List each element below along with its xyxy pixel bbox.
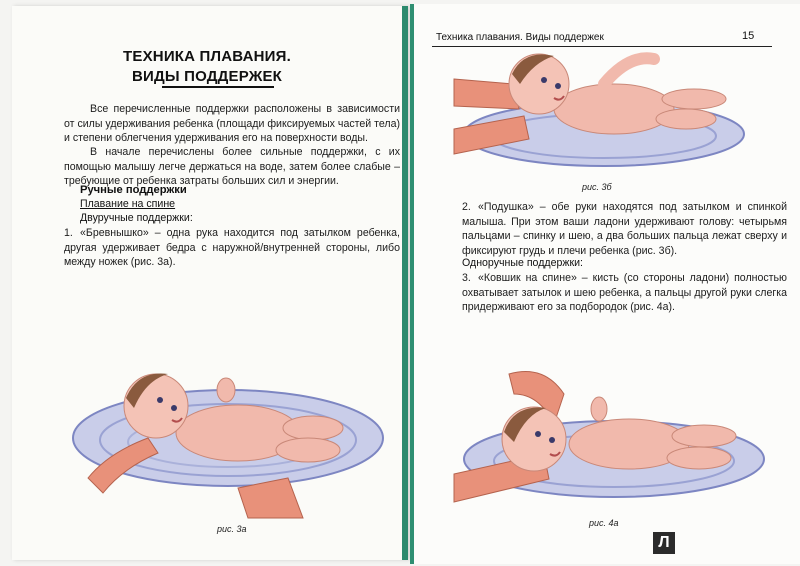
- page-title-line-1: ТЕХНИКА ПЛАВАНИЯ.: [123, 48, 291, 65]
- intro-paragraph-2: В начале перечислены более сильные поддержки, с их помощью малышу легче держаться на воде, затем более слабые – требующие от ребенка затраты больших сил и энергии.: [64, 146, 400, 188]
- illustration-fig-4a: [454, 364, 764, 514]
- heading-swimming-on-back: Плавание на спине: [80, 198, 176, 210]
- list-item-text: «Ковшик на спине» – кисть (со стороны ладони) полностью охватывает затылок и шею ребенка, а пальцы другой руки слегка придерживают его за подбородок (рис. 4а).: [462, 272, 787, 314]
- list-item-log: [64, 226, 400, 270]
- caption-fig-3b: рис. 3б: [582, 182, 612, 192]
- illustration-fig-3a: [68, 368, 388, 518]
- heading-manual-supports: Ручные поддержки: [80, 184, 187, 196]
- right-page: [410, 4, 800, 564]
- list-item-text: «Бревнышко» – одна рука находится под затылком ребенка, другая удерживает бедра с наружной/внутренней стороны, либо между ножек (рис. 3а).: [64, 227, 400, 269]
- list-number: 3.: [462, 272, 471, 284]
- caption-fig-3a: рис. 3а: [217, 524, 247, 534]
- title-underline: [162, 86, 274, 88]
- list-item-pillow: [462, 200, 787, 258]
- list-item-text: «Подушка» – обе руки находятся под затылком и спинкой малыша. При этом ваши ладони удерживают голову: четырьмя пальцами – спинку и шею, а два больших пальца лежат сверху и фиксируют грудь и плечи ребенка (рис. 3б).: [462, 201, 787, 257]
- intro-paragraph-1: Все перечисленные поддержки расположены в зависимости от силы удерживания ребенка (площади фиксируемых частей тела) и степени облегчения удерживания его на поверхности воды.: [64, 103, 400, 145]
- list-item-scoop-on-back: [462, 271, 787, 315]
- list-number: 1.: [64, 227, 73, 239]
- running-head-rule: [432, 46, 772, 47]
- illustration-fig-3b: [454, 54, 754, 174]
- heading-one-hand-supports: Одноручные поддержки:: [462, 257, 583, 269]
- running-head: Техника плавания. Виды поддержек: [436, 32, 604, 43]
- left-page: [12, 6, 408, 560]
- page-number: 15: [742, 30, 755, 42]
- list-number: 2.: [462, 201, 471, 213]
- publisher-logo: Л: [653, 532, 675, 554]
- caption-fig-4a: рис. 4а: [589, 518, 619, 528]
- page-title-line-2: ВИДЫ ПОДДЕРЖЕК: [131, 68, 283, 85]
- heading-two-hand-supports: Двуручные поддержки:: [80, 212, 193, 224]
